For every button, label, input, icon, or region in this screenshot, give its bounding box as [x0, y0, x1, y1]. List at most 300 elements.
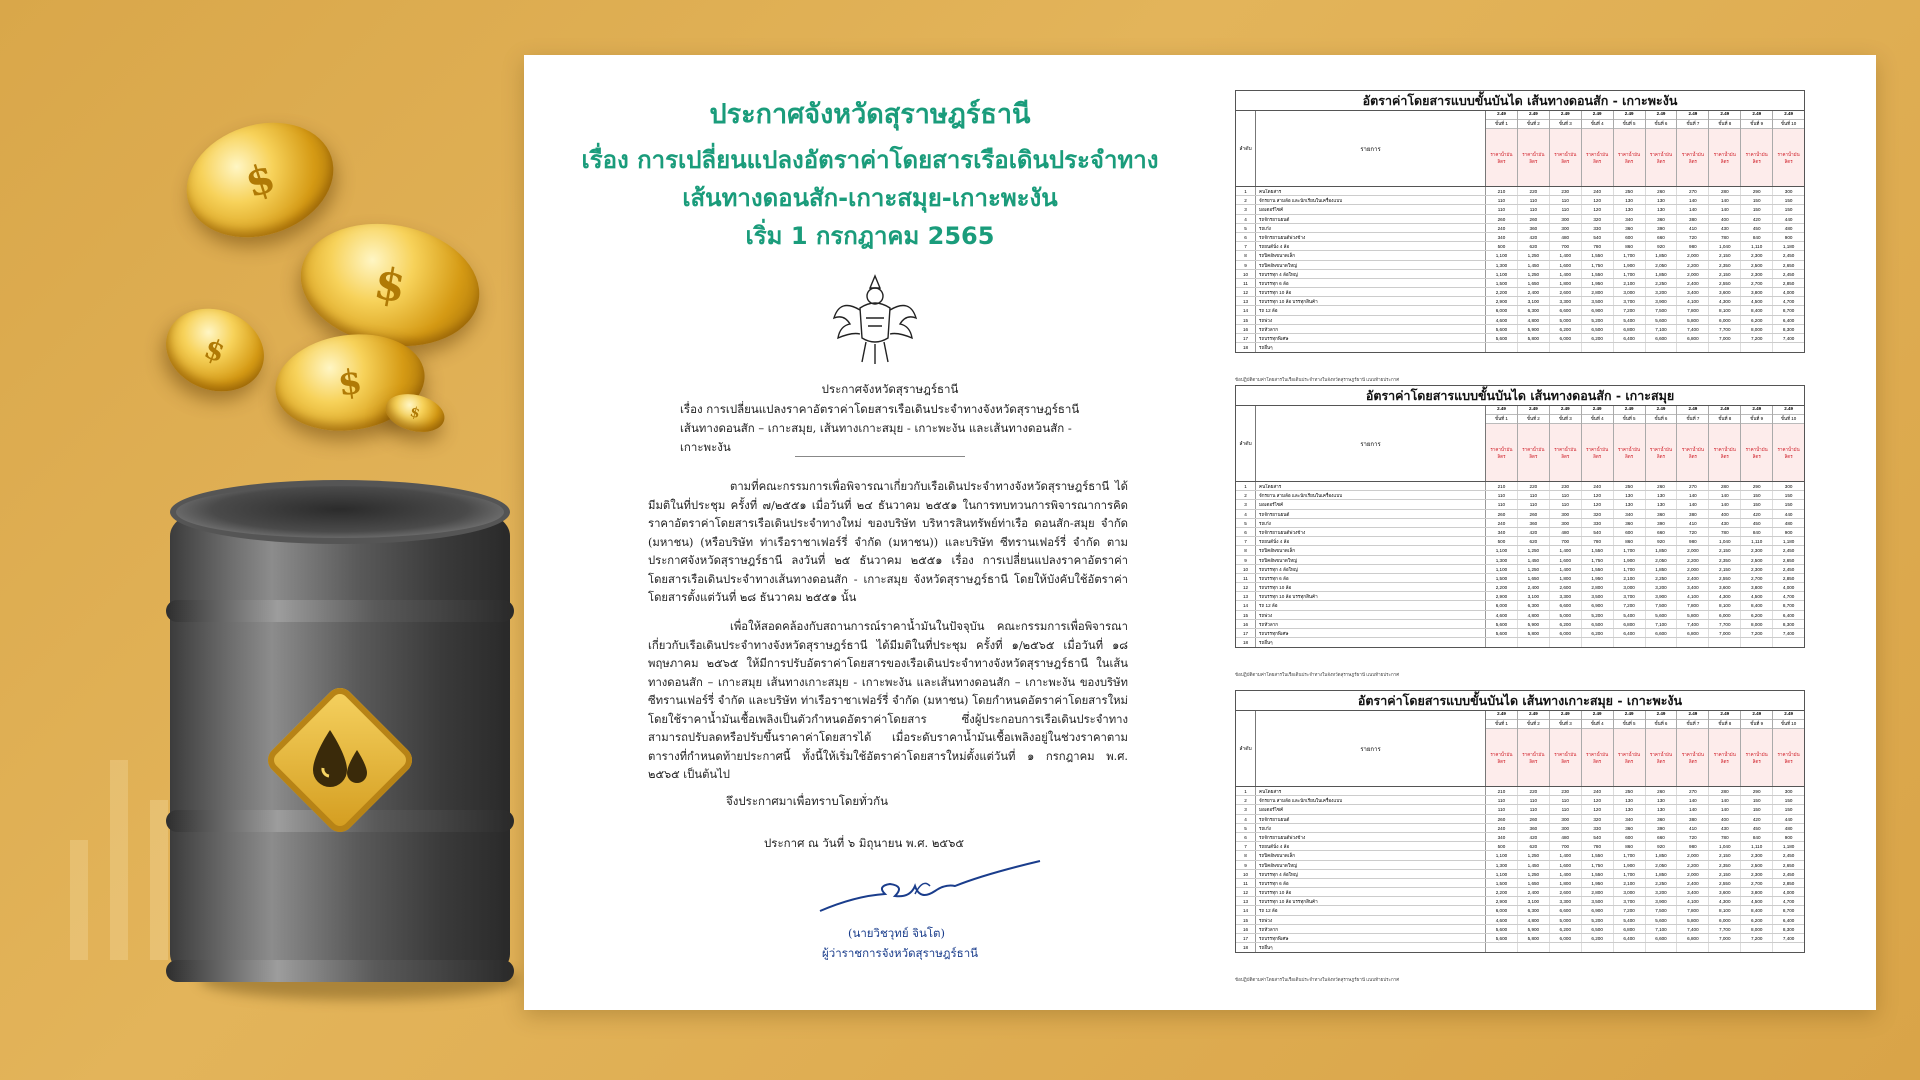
table-row [1236, 842, 1804, 851]
row-value: 1,400 [1550, 565, 1582, 573]
row-value: 150 [1741, 196, 1773, 204]
row-value: 6,200 [1550, 925, 1582, 933]
row-value: 420 [1741, 510, 1773, 518]
row-value: 300 [1550, 815, 1582, 823]
row-value: 360 [1518, 824, 1550, 832]
row-value: 5,600 [1486, 934, 1518, 942]
row-value: 620 [1518, 537, 1550, 545]
row-no: 15 [1236, 316, 1256, 324]
table-row [1236, 611, 1804, 620]
row-value: 450 [1741, 224, 1773, 232]
row-no: 16 [1236, 925, 1256, 933]
row-no: 2 [1236, 491, 1256, 499]
header-unit: ลิตร [1593, 453, 1602, 459]
header-unit: ลิตร [1625, 453, 1634, 459]
row-value: 1,500 [1486, 574, 1518, 582]
header-step: ขั้นที่ 7 [1677, 120, 1708, 129]
row-value: 1,750 [1582, 556, 1614, 564]
doc-paragraph-2: เพื่อให้สอดคล้องกับสถานการณ์ราคาน้ำมันในปัจจุบัน คณะกรรมการเพื่อพิจารณาเกี่ยวกับเรือเดินประจำทางจังหวัดสุราษฎร์ธานี ได้มีมติในที่ประชุม ครั้งที่ ๑/๒๕๖๕ เมื่อวันที่ ๑๘ พฤษภาคม ๒๕๖๕ ให้มีการปรับอัตราค่าโดยสารของเรือเดินประจำทางจังหวัดสุราษฎร์ธานี ในเส้นทางดอนสัก – เกาะสมุย เส้นทางเกาะสมุย - เกาะพะงัน และเส้นทางดอนสัก – เกาะพะงัน ของบริษัท ซีทรานเฟอร์รี่ จำกัด และบริษัท ท่าเรือราชาเฟอร์รี่ จำกัด (มหาชน) โดยกำหนดอัตราค่าโดยสารใหม่ โดยใช้ราคาน้ำมันเชื้อเพลิงเป็นตัวกำหนดอัตราค่าโดยสาร ซึ่งผู้ประกอบการเรือเดินประจำทางสามารถปรับลดหรือปรับขึ้นราคาค่าโดยสารได้ เมื่อระดับราคาน้ำมันเชื้อเพลิงอยู่ในช่วงราคาตามตารางที่กำหนดท้ายประกาศนี้ ทั้งนี้ให้เริ่มใช้อัตราค่าโดยสารใหม่ตั้งแต่วันที่ ๑ กรกฎาคม พ.ศ. ๒๕๖๕ เป็นต้นไป [648, 620, 1128, 781]
row-item: รถบรรทุก 4 ล้อใหญ่ [1256, 565, 1486, 573]
row-value: 2,900 [1486, 592, 1518, 600]
row-item: รถพ่วง [1256, 316, 1486, 324]
fare-table-note: ข้อปฏิบัติตามค่าโดยสารในเรือเดินประจำทางในจังหวัดสุราษฎร์ธานี แนบท้ายประกาศ [1235, 671, 1400, 677]
row-item: รถปิคอัพขนาดใหญ่ [1256, 556, 1486, 564]
row-value: 4,600 [1486, 316, 1518, 324]
header-range: ราคาน้ำมัน [1649, 151, 1673, 157]
row-value: 2,800 [1582, 583, 1614, 591]
row-value: 600 [1614, 233, 1646, 241]
row-value: 840 [1741, 233, 1773, 241]
row-value: 280 [1709, 482, 1741, 490]
row-value: 6,200 [1741, 916, 1773, 924]
header-step-col [1709, 711, 1741, 786]
row-value: 3,000 [1614, 583, 1646, 591]
row-value: 140 [1709, 500, 1741, 508]
row-value: 340 [1486, 833, 1518, 841]
row-value: 980 [1677, 842, 1709, 850]
row-value: 2,450 [1782, 566, 1795, 572]
header-range: ราคาน้ำมัน [1522, 751, 1545, 757]
header-step: ขั้นที่ 9 [1741, 720, 1772, 729]
row-item: รถหัวลาก [1256, 325, 1486, 333]
row-value: 3,600 [1709, 583, 1741, 591]
row-value: 6,600 [1550, 906, 1582, 914]
fare-table-note: ข้อปฏิบัติตามค่าโดยสารในเรือเดินประจำทางในจังหวัดสุราษฎร์ธานี แนบท้ายประกาศ [1235, 376, 1400, 382]
row-no: 14 [1236, 906, 1256, 914]
header-step: ขั้นที่ 5 [1614, 720, 1645, 729]
header-top: 2.49 [1550, 111, 1581, 120]
row-item: รถพ่วง [1256, 916, 1486, 924]
row-value: 600 [1614, 528, 1646, 536]
header-range: ราคาน้ำมัน [1586, 446, 1609, 452]
row-value: 700 [1550, 537, 1582, 545]
row-value: 7,400 [1677, 925, 1709, 933]
row-value [1486, 638, 1518, 647]
row-value: 1,700 [1614, 565, 1646, 573]
header-step: ขั้นที่ 4 [1582, 120, 1613, 129]
row-value: 6,600 [1550, 601, 1582, 609]
row-value: 290 [1741, 482, 1773, 490]
row-value: 1,400 [1550, 270, 1582, 278]
row-value [1677, 343, 1709, 352]
row-value: 1,950 [1582, 279, 1614, 287]
row-value: 6,000 [1550, 334, 1582, 342]
row-value: 2,250 [1646, 574, 1678, 582]
row-value: 390 [1646, 824, 1678, 832]
fare-table [1235, 690, 1805, 953]
row-value: 240 [1582, 787, 1614, 795]
row-value: 3,300 [1550, 897, 1582, 905]
header-unit: ลิตร [1752, 758, 1761, 764]
row-value: 240 [1582, 482, 1614, 490]
row-value: 6,200 [1741, 611, 1773, 619]
row-value: 210 [1486, 787, 1518, 795]
row-value: 300 [1784, 189, 1793, 194]
header-top: 2.49 [1709, 111, 1740, 120]
row-no: 1 [1236, 482, 1256, 490]
row-item: รถบรรทุกพิเศษ [1256, 334, 1486, 342]
row-value: 400 [1709, 815, 1741, 823]
row-value: 700 [1550, 842, 1582, 850]
header-top: 2.49 [1646, 406, 1677, 415]
row-value: 2,600 [1550, 888, 1582, 896]
header-step-col [1646, 111, 1678, 186]
row-item: มอเตอร์ไซค์ [1256, 500, 1486, 508]
row-no: 3 [1236, 500, 1256, 508]
row-value: 130 [1614, 796, 1646, 804]
row-item: รถบรรทุก 6 ล้อ [1256, 879, 1486, 887]
row-no: 11 [1236, 279, 1256, 287]
row-value: 2,900 [1486, 897, 1518, 905]
row-value: 130 [1614, 196, 1646, 204]
row-value: 2,250 [1646, 879, 1678, 887]
row-item: คนโดยสาร [1256, 187, 1486, 195]
gold-coin-icon: $ [269, 325, 431, 440]
row-value: 1,550 [1582, 851, 1614, 859]
row-value: 410 [1677, 824, 1709, 832]
row-item: รถ 12 ล้อ [1256, 906, 1486, 914]
row-value: 1,500 [1486, 879, 1518, 887]
row-value: 5,400 [1614, 611, 1646, 619]
row-value: 5,800 [1518, 934, 1550, 942]
row-value: 120 [1582, 205, 1614, 213]
row-value: 2,050 [1646, 556, 1678, 564]
row-value: 140 [1677, 805, 1709, 813]
row-value: 6,800 [1614, 925, 1646, 933]
table-row [1236, 187, 1804, 196]
doc-paragraph-1: ตามที่คณะกรรมการเพื่อพิจารณาเกี่ยวกับเรือเดินประจำทางจังหวัดสุราษฎร์ธานี ได้มีมติในที่ประชุม ครั้งที่ ๗/๒๕๕๑ เมื่อวันที่ ๒๔ ธันวาคม ๒๕๕๑ ในการทบทวนการพิจารณาการคิดราคาอัตราค่าโดยสารเรือเดินประจำทางใหม่ ของบริษัท บริหารสินทรัพย์ท่าเรือ ดอนสัก-สมุย จำกัด (มหาชน) (หรือบริษัท ท่าเรือราชาเฟอร์รี่ จำกัด (มหาชน)) และบริษัท ซีทรานเฟอร์รี่ จำกัด ตามประกาศจังหวัดสุราษฎร์ธานี ลงวันที่ ๒๕ ธันวาคม ๒๕๕๑ เรื่อง การเปลี่ยนแปลงราคาอัตราค่าโดยสารเรือเดินประจำทางเส้นทางดอนสัก - เกาะสมุย จังหวัดสุราษฎร์ธานี โดยให้บังคับใช้อัตราค่าโดยสารตั้งแต่วันที่ ๒๘ ธันวาคม ๒๕๕๑ นั้น [648, 480, 1128, 604]
row-item: รถบรรทุก 4 ล้อใหญ่ [1256, 870, 1486, 878]
row-value: 3,900 [1646, 297, 1678, 305]
row-value: 5,900 [1518, 325, 1550, 333]
header-top: 2.49 [1518, 406, 1549, 415]
row-value [1518, 943, 1550, 952]
row-no: 15 [1236, 916, 1256, 924]
table-row [1236, 934, 1804, 943]
row-value: 660 [1646, 833, 1678, 841]
header-top: 2.49 [1741, 406, 1772, 415]
table-row [1236, 583, 1804, 592]
row-value: 1,180 [1782, 539, 1795, 545]
header-top: 2.49 [1614, 406, 1645, 415]
row-no: 2 [1236, 196, 1256, 204]
header-step-col [1773, 406, 1804, 481]
header-step: ขั้นที่ 6 [1646, 120, 1677, 129]
row-value: 4,000 [1782, 890, 1795, 896]
row-no: 17 [1236, 629, 1256, 637]
signer-title: ผู้ว่าราชการจังหวัดสุราษฎร์ธานี [822, 946, 979, 960]
row-value: 6,200 [1741, 316, 1773, 324]
row-value: 4,000 [1782, 290, 1795, 296]
row-item: รถจักรยานยนต์ [1256, 215, 1486, 223]
header-step-col [1486, 406, 1518, 481]
header-range: ราคาน้ำมัน [1777, 151, 1800, 157]
row-item: รถเก๋ง [1256, 519, 1486, 527]
row-value: 7,700 [1709, 925, 1741, 933]
row-value: 6,000 [1550, 629, 1582, 637]
row-value [1486, 343, 1518, 352]
table-row [1236, 833, 1804, 842]
row-item: รถบรรทุกพิเศษ [1256, 629, 1486, 637]
header-unit: ลิตร [1497, 758, 1506, 764]
row-no: 5 [1236, 519, 1256, 527]
row-value: 660 [1646, 528, 1678, 536]
table-row [1236, 251, 1804, 260]
row-value: 150 [1741, 805, 1773, 813]
table-row [1236, 815, 1804, 824]
row-value [1709, 943, 1741, 952]
header-unit: ลิตร [1720, 453, 1729, 459]
row-value: 3,300 [1550, 592, 1582, 600]
row-value: 2,000 [1677, 851, 1709, 859]
row-value: 2,000 [1677, 270, 1709, 278]
fare-table-header [1236, 111, 1804, 187]
table-row [1236, 334, 1804, 343]
row-value: 4,100 [1677, 897, 1709, 905]
header-step-col [1709, 406, 1741, 481]
row-value: 260 [1486, 215, 1518, 223]
row-value: 7,400 [1677, 620, 1709, 628]
header-no: ลำดับ [1236, 711, 1256, 786]
table-row [1236, 916, 1804, 925]
row-value: 3,800 [1741, 288, 1773, 296]
row-value: 220 [1518, 482, 1550, 490]
row-no: 17 [1236, 934, 1256, 942]
row-value: 4,600 [1486, 611, 1518, 619]
row-value: 270 [1677, 187, 1709, 195]
row-value: 1,300 [1486, 556, 1518, 564]
row-value: 1,110 [1741, 242, 1773, 250]
row-item: รถบรรทุก 10 ล้อ บรรทุกสินค้า [1256, 297, 1486, 305]
row-value: 5,000 [1550, 916, 1582, 924]
row-value: 6,000 [1709, 611, 1741, 619]
row-value: 7,200 [1741, 334, 1773, 342]
row-no: 1 [1236, 187, 1256, 195]
row-value: 4,800 [1518, 611, 1550, 619]
header-unit: ลิตร [1561, 453, 1570, 459]
table-row [1236, 343, 1804, 352]
row-value: 2,300 [1741, 270, 1773, 278]
row-value: 1,650 [1518, 574, 1550, 582]
row-value: 620 [1518, 242, 1550, 250]
row-no: 7 [1236, 842, 1256, 850]
row-item: รถยนต์นั่ง 4 ล้อ [1256, 842, 1486, 850]
header-step: ขั้นที่ 8 [1709, 720, 1740, 729]
header-top: 2.49 [1582, 111, 1613, 120]
row-value: 6,600 [1550, 306, 1582, 314]
table-row [1236, 519, 1804, 528]
row-no: 5 [1236, 824, 1256, 832]
row-value [1773, 343, 1804, 352]
row-value: 300 [1550, 824, 1582, 832]
row-value: 130 [1614, 205, 1646, 213]
row-no: 6 [1236, 233, 1256, 241]
row-value: 340 [1486, 528, 1518, 536]
header-unit: ลิตร [1497, 453, 1506, 459]
header-range: ราคาน้ำมัน [1745, 751, 1768, 757]
fare-table [1235, 90, 1805, 353]
row-value: 3,000 [1614, 288, 1646, 296]
row-value: 240 [1486, 224, 1518, 232]
row-value: 1,950 [1582, 879, 1614, 887]
row-item: คนโดยสาร [1256, 787, 1486, 795]
row-value: 2,350 [1709, 861, 1741, 869]
row-value [1646, 638, 1678, 647]
table-row [1236, 870, 1804, 879]
row-value: 2,000 [1677, 546, 1709, 554]
row-value: 5,900 [1518, 925, 1550, 933]
row-value: 380 [1677, 815, 1709, 823]
row-no: 12 [1236, 583, 1256, 591]
row-value: 1,450 [1518, 556, 1550, 564]
row-value: 7,000 [1709, 934, 1741, 942]
row-value: 1,850 [1646, 870, 1678, 878]
row-value: 4,300 [1709, 592, 1741, 600]
header-step-col [1614, 111, 1646, 186]
row-value: 320 [1582, 510, 1614, 518]
row-value: 780 [1709, 528, 1741, 536]
gold-coin-icon: $ [154, 295, 275, 404]
header-range: ราคาน้ำมัน [1745, 151, 1768, 157]
row-value [1773, 943, 1804, 952]
header-range: ราคาน้ำมัน [1713, 751, 1736, 757]
row-value: 6,300 [1518, 306, 1550, 314]
row-value: 230 [1550, 482, 1582, 490]
row-value: 2,850 [1782, 575, 1795, 581]
row-value: 1,040 [1709, 537, 1741, 545]
row-value: 980 [1677, 242, 1709, 250]
row-value: 1,750 [1582, 861, 1614, 869]
header-range: ราคาน้ำมัน [1618, 151, 1641, 157]
row-value: 1,900 [1614, 861, 1646, 869]
row-value: 3,700 [1614, 897, 1646, 905]
table-row [1236, 297, 1804, 306]
row-item: รถปิคอัพขนาดเล็ก [1256, 851, 1486, 859]
row-value: 2,400 [1518, 583, 1550, 591]
row-value: 6,200 [1550, 620, 1582, 628]
row-value: 5,000 [1550, 316, 1582, 324]
header-no: ลำดับ [1236, 406, 1256, 481]
header-step-col [1773, 111, 1804, 186]
header-top: 2.49 [1741, 711, 1772, 720]
row-value: 440 [1784, 511, 1793, 517]
row-item: รถพ่วง [1256, 611, 1486, 619]
table-row [1236, 565, 1804, 574]
table-row [1236, 851, 1804, 860]
header-step: ขั้นที่ 8 [1709, 415, 1740, 424]
row-value: 4,100 [1677, 592, 1709, 600]
row-no: 9 [1236, 861, 1256, 869]
row-value: 6,900 [1582, 906, 1614, 914]
row-value: 1,550 [1582, 270, 1614, 278]
header-step: ขั้นที่ 3 [1550, 120, 1581, 129]
header-range: ราคาน้ำมัน [1490, 446, 1513, 452]
table-row [1236, 205, 1804, 214]
row-value: 1,850 [1646, 270, 1678, 278]
row-value: 110 [1518, 796, 1550, 804]
row-value: 7,500 [1646, 601, 1678, 609]
row-no: 14 [1236, 601, 1256, 609]
row-value: 1,850 [1646, 546, 1678, 554]
row-value: 3,500 [1582, 297, 1614, 305]
row-item: รถบรรทุก 10 ล้อ บรรทุกสินค้า [1256, 897, 1486, 905]
table-row [1236, 215, 1804, 224]
row-value: 110 [1486, 796, 1518, 804]
row-no: 3 [1236, 205, 1256, 213]
table-row [1236, 316, 1804, 325]
row-value: 6,000 [1550, 934, 1582, 942]
row-value [1486, 943, 1518, 952]
row-value: 1,100 [1486, 851, 1518, 859]
row-value: 5,900 [1518, 620, 1550, 628]
row-value: 140 [1677, 491, 1709, 499]
row-value: 110 [1486, 491, 1518, 499]
row-value: 6,600 [1646, 934, 1678, 942]
row-value: 2,500 [1741, 861, 1773, 869]
fare-table-title: อัตราค่าโดยสารแบบขั้นบันได เส้นทางเกาะสมุย - เกาะพะงัน [1236, 691, 1804, 711]
row-value: 1,400 [1550, 546, 1582, 554]
row-value: 5,600 [1486, 620, 1518, 628]
header-top: 2.49 [1486, 406, 1517, 415]
row-value [1550, 343, 1582, 352]
row-value: 6,000 [1486, 306, 1518, 314]
header-range: ราคาน้ำมัน [1522, 446, 1545, 452]
row-value: 6,800 [1677, 334, 1709, 342]
row-value: 1,500 [1486, 279, 1518, 287]
row-value: 2,550 [1709, 879, 1741, 887]
header-step: ขั้นที่ 2 [1518, 415, 1549, 424]
oil-drops-icon [305, 720, 375, 800]
row-value: 400 [1709, 510, 1741, 518]
row-value [1709, 638, 1741, 647]
header-top: 2.49 [1614, 711, 1645, 720]
row-no: 13 [1236, 297, 1256, 305]
row-value: 2,050 [1646, 261, 1678, 269]
row-no: 1 [1236, 787, 1256, 795]
row-value: 2,450 [1782, 871, 1795, 877]
row-value: 2,850 [1782, 880, 1795, 886]
header-top: 2.49 [1550, 406, 1581, 415]
row-no: 9 [1236, 261, 1256, 269]
row-no: 12 [1236, 888, 1256, 896]
row-value: 6,800 [1677, 629, 1709, 637]
row-value: 250 [1614, 482, 1646, 490]
row-value: 130 [1614, 491, 1646, 499]
row-value: 1,400 [1550, 870, 1582, 878]
row-value: 3,800 [1741, 888, 1773, 896]
row-value: 720 [1677, 528, 1709, 536]
table-row [1236, 629, 1804, 638]
header-step: ขั้นที่ 1 [1486, 720, 1517, 729]
row-value: 4,100 [1677, 297, 1709, 305]
row-value: 330 [1582, 519, 1614, 527]
row-value: 2,650 [1782, 262, 1795, 268]
header-range: ราคาน้ำมัน [1490, 151, 1513, 157]
header-unit: ลิตร [1529, 758, 1538, 764]
row-value: 260 [1518, 510, 1550, 518]
row-no: 4 [1236, 815, 1256, 823]
row-value: 5,200 [1582, 916, 1614, 924]
header-unit: ลิตร [1752, 453, 1761, 459]
row-value [1773, 638, 1804, 647]
row-item: รถบรรทุก 4 ล้อใหญ่ [1256, 270, 1486, 278]
row-value: 4,300 [1709, 297, 1741, 305]
header-range: ราคาน้ำมัน [1777, 751, 1800, 757]
row-item: รถบรรทุก 10 ล้อ [1256, 888, 1486, 896]
row-value: 3,900 [1646, 897, 1678, 905]
row-value: 360 [1646, 215, 1678, 223]
row-value: 360 [1614, 519, 1646, 527]
